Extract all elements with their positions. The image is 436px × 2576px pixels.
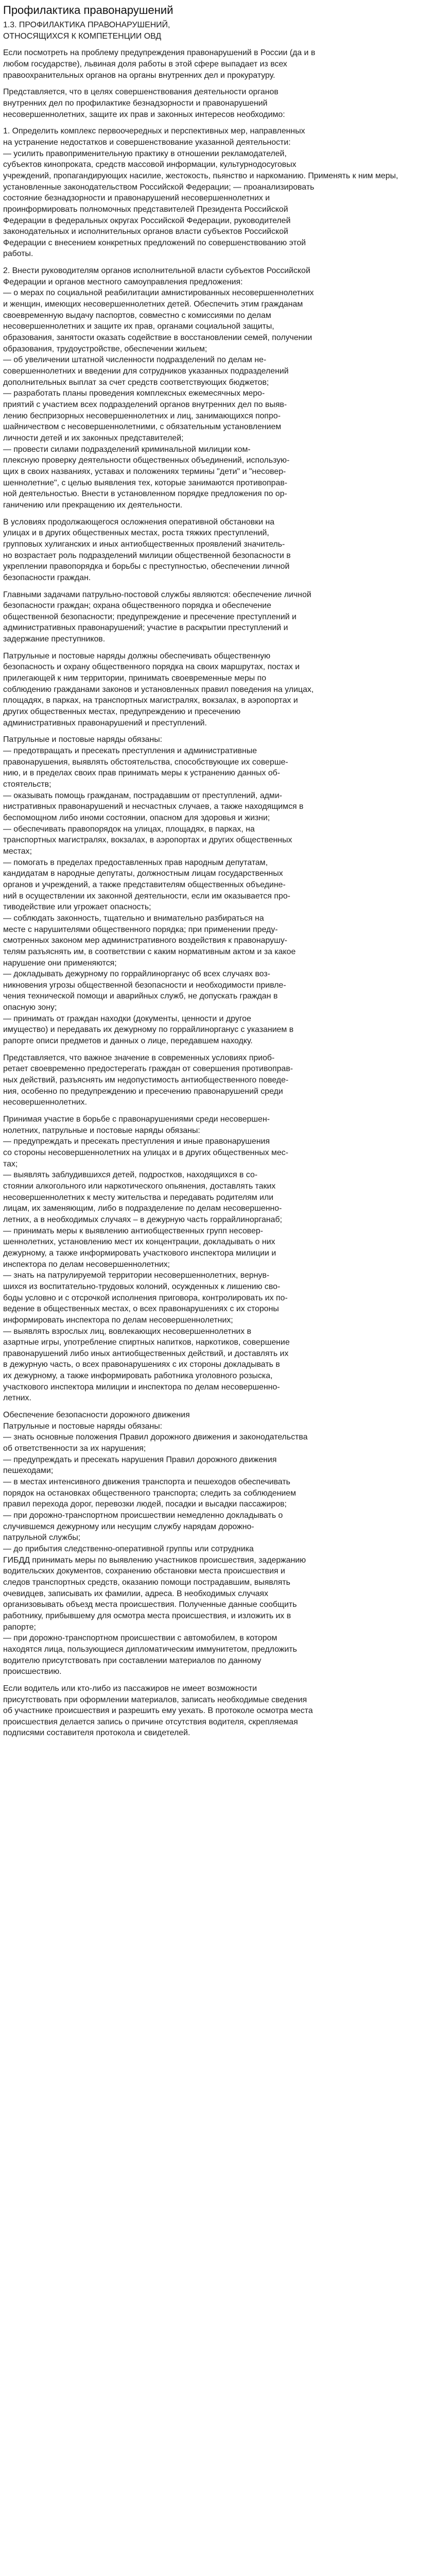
text-line: работнику, прибывшему для осмотра места происшествия, и изложить их в <box>3 1611 291 1620</box>
text-line: подписями составителя протокола и свидетелей. <box>3 1728 190 1738</box>
text-line: соблюдению гражданами законов и установленных правил поведения на улицах, <box>3 685 314 694</box>
text-line: следов транспортных средств, оказанию помощи пострадавшим, выявлять <box>3 1578 290 1587</box>
text-line: лицам, их заменяющим, либо в подразделение по делам несовершенно- <box>3 1204 282 1213</box>
text-line: дежурному, а также информировать участкового инспектора милиции и <box>3 1248 276 1258</box>
text-line: своевременную выдачу паспортов, совместно с комиссиями по делам <box>3 311 271 320</box>
text-line: летних, а в необходимых случаях – в дежурную часть горрайлинорганаб; <box>3 1215 283 1224</box>
text-line: инспектора по делам несовершеннолетних; <box>3 1260 170 1269</box>
text-line: 2. Внести руководителям органов исполнительной власти субъектов Российской <box>3 266 310 276</box>
paragraph <box>3 589 433 645</box>
text-line: происшествия делается запись о причине отсутствия водителя, скрепляемая <box>3 1717 298 1726</box>
text-line: стоятельств; <box>3 780 51 789</box>
text-line: происшествию. <box>3 1667 62 1676</box>
text-line: безопасности граждан; охрана общественного порядка и обеспечение <box>3 601 271 611</box>
text-line: стоянии алкогольного или наркотического опьянения, доставлять таких <box>3 1181 276 1191</box>
text-line: шайничеством с несовершеннолетними, с обязательным установлением <box>3 422 282 432</box>
text-line: улицах и в других общественных местах, роста тяжких преступлений, <box>3 529 269 538</box>
text-line: рапорте описи предметов и данных о лице, передавшем находку. <box>3 1037 253 1046</box>
text-line: информировать инспектора по делам несовершеннолетних; <box>3 1315 233 1325</box>
text-line: — принимать меры к выявлению антиобщественных групп несовер- <box>3 1226 264 1235</box>
text-line: личности детей и их законных представителей; <box>3 433 184 443</box>
text-line: шеннолетние", с целью выявления тех, которые занимаются противоправ- <box>3 478 288 487</box>
text-line: плексную проверку деятельности общественных объединений, использую- <box>3 456 290 465</box>
text-line: — в местах интенсивного движения транспорта и пешеходов обеспечивать <box>3 1478 290 1487</box>
paragraph <box>3 265 433 511</box>
text-line: правонарушений либо иных антиобщественных действий, и доставлять их <box>3 1349 289 1358</box>
text-line: чения технической помощи и аварийных служб, не допускать граждан в <box>3 992 278 1001</box>
text-line: патрульной службы; <box>3 1533 81 1543</box>
text-line: общественной безопасности; предупреждение и пресечение преступлений и <box>3 612 297 621</box>
text-line: безопасность и охрану общественного порядка на своих маршрутах, постах и <box>3 663 300 672</box>
text-line: — знать на патрулируемой территории несовершеннолетних, вернув- <box>3 1271 270 1280</box>
text-line: несовершеннолетних и защите их прав, органами социальной защиты, <box>3 322 274 331</box>
text-line: — разработать планы проведения комплексных ежемесячных меро- <box>3 389 265 398</box>
text-line: — усилить правоприменительную практику в отношении рекламодателей, <box>3 149 287 158</box>
text-line: других общественных местах, предупреждению и пресечению <box>3 707 241 717</box>
text-line: месте с нарушителями общественного порядка; при применении преду- <box>3 925 278 934</box>
text-line: нолетних, патрульные и постовые наряды обязаны: <box>3 1126 200 1135</box>
text-line: ганичению или прекращению их деятельности. <box>3 500 183 510</box>
text-line: работы. <box>3 249 33 259</box>
text-line: правоохранительных органов на органы внутренних дел и прокуратуру. <box>3 71 275 80</box>
text-line: водителю присутствовать при составлении материалов по данному <box>3 1656 261 1665</box>
text-line: местах; <box>3 846 32 856</box>
text-line: дополнительных выплат за счет средств соответствующих бюджетов; <box>3 378 269 387</box>
text-line: органов и учреждений, а также представителям общественных объедине- <box>3 880 286 889</box>
text-line: ний в осуществлении их законной деятельности, если им оказывается про- <box>3 891 290 901</box>
text-line: — при дорожно-транспортном происшествии с автомобилем, в котором <box>3 1634 277 1643</box>
text-line: учреждений, пропагандирующих насилие, жестокость, пьянство и наркоманию. Применять к ним меры, <box>3 171 398 180</box>
text-line: ной деятельностью. Внести в установленном порядке предложения по ор- <box>3 489 287 499</box>
text-line: об ответственности за их нарушения; <box>3 1444 146 1453</box>
paragraph <box>3 1683 433 1739</box>
text-line: несовершеннолетних, защите их прав и законных интересов необходимо: <box>3 110 285 119</box>
text-line: транспортных магистралях, вокзалах, в аэропортах и других общественных <box>3 836 292 845</box>
text-line: водительских документов, сохранению обстановки места происшествия и <box>3 1567 285 1576</box>
text-line: щих в своих названиях, уставах и положениях термины "дети" и "несовер- <box>3 467 286 476</box>
text-line: беспомощном либо иноми состоянии, опасном для здоровья и жизни; <box>3 813 270 822</box>
text-line: организовывать объезд места происшествия. Полученные данные сообщить <box>3 1600 297 1609</box>
text-line: имущество) и передавать их дежурному по горрайлинорганус с указанием в <box>3 1025 294 1035</box>
text-line: смотренных законом мер административного воздействия к правонарушу- <box>3 936 288 945</box>
text-line: Обеспечение безопасности дорожного движения <box>3 1411 190 1420</box>
text-line: проинформировать полномочных представителей Президента Российской <box>3 205 288 214</box>
text-line: приятий с участием всех подразделений органов внутренних дел по выяв- <box>3 400 287 409</box>
text-line: Федерации в федеральных округах Российской Федерации, руководителей <box>3 216 291 225</box>
paragraph <box>3 126 433 260</box>
text-line: ОТНОСЯЩИХСЯ К КОМПЕТЕНЦИИ ОВД <box>3 31 162 41</box>
text-line: Если водитель или кто-либо из пассажиров не имеет возможности <box>3 1684 257 1693</box>
text-line: но возрастает роль подразделений милиции общественной безопасности в <box>3 551 291 560</box>
document-body <box>3 20 433 1739</box>
text-line: — о мерах по социальной реабилитации амнистированных несовершеннолетних <box>3 289 314 298</box>
text-line: Главными задачами патрульно-постовой службы являются: обеспечение личной <box>3 590 311 599</box>
paragraph <box>3 87 433 120</box>
text-line: — оказывать помощь гражданам, пострадавшим от преступлений, адми- <box>3 791 283 800</box>
text-line: совершеннолетних и введении для сотрудников указанных подразделений <box>3 367 289 376</box>
text-line: Патрульные и постовые наряды должны обеспечивать общественную <box>3 651 271 660</box>
text-line: — об увеличении штатной численности подразделений по делам не- <box>3 355 267 365</box>
text-line: ГИБДД принимать меры по выявлению участников происшествия, задержанию <box>3 1555 306 1565</box>
text-line: очевидцев, записывать их фамилии, адреса. В необходимых случаях <box>3 1589 269 1598</box>
text-line: — предупреждать и пресекать преступления и иные правонарушения <box>3 1137 270 1146</box>
text-line: ных действий, разъяснять им недопустимость антиобщественного поведе- <box>3 1076 289 1085</box>
text-line: прилегающей к ним территории, принимать своевременные меры по <box>3 674 267 683</box>
text-line: — предупреждать и пресекать нарушения Правил дорожного движения <box>3 1455 277 1464</box>
text-line: образования, трудоустройстве, обеспечении жильем; <box>3 344 207 353</box>
paragraph <box>3 20 433 42</box>
text-line: и женщин, имеющих несовершеннолетних детей. Обеспечить этим гражданам <box>3 300 303 309</box>
text-line: состояние безнадзорности и правонарушений несовершеннолетних и <box>3 194 270 203</box>
text-line: ния, особенно по предупреждению и пресечению правонарушений среди <box>3 1087 283 1096</box>
text-line: законодательных и исполнительных органов власти субъектов Российской <box>3 227 288 236</box>
text-line: присутствовать при оформлении материалов, записать необходимые сведения <box>3 1695 307 1704</box>
text-line: ретает своевременно предостерегать граждан от совершения противоправ- <box>3 1064 293 1074</box>
text-line: телям разъяснять им, в соответствии с каким нормативным актом и за какое <box>3 947 296 956</box>
paragraph <box>3 734 433 1046</box>
text-line: боды условно и с отсрочкой исполнения приговора, контролировать их по- <box>3 1293 288 1302</box>
text-line: — докладывать дежурному по горрайлинорганус об всех случаях воз- <box>3 970 270 979</box>
text-line: нистративных правонарушений и несчастных случаев, а также находящимся в <box>3 802 304 811</box>
text-line: ведение в общественных местах, о всех правонарушениях с их стороны <box>3 1304 279 1314</box>
text-line: площадях, в парках, на транспортных магистралях, вокзалах, в аэропортах и <box>3 696 298 705</box>
text-line: шихся из воспитательно-трудовых колоний, осужденных к лишению сво- <box>3 1282 281 1291</box>
text-line: шеннолетних, установлению мест их концентрации, докладывать о них <box>3 1238 275 1247</box>
text-line: Федерации с внесением конкретных предложений по совершенствованию этой <box>3 238 306 247</box>
text-line: — принимать от граждан находки (документы, ценности и другое <box>3 1014 251 1023</box>
text-line: административных правонарушений и преступлений. <box>3 718 207 727</box>
text-line: в дежурную часть, о всех правонарушениях с их стороны докладывать в <box>3 1360 280 1369</box>
text-line: нарушение они применяются; <box>3 958 117 968</box>
text-line: административных правонарушений; участие в раскрытии преступлений и <box>3 623 288 633</box>
text-line: нию, и в пределах своих прав принимать меры к устранению данных об- <box>3 769 281 778</box>
paragraph <box>3 1053 433 1108</box>
paragraph <box>3 1114 433 1404</box>
text-line: правонарушения, выявлять обстоятельства, способствующие их соверше- <box>3 757 288 767</box>
text-line: тиводействие или угрожает опасность; <box>3 903 151 912</box>
text-line: групповых хулиганских и иных антиобщественных проявлений значитель- <box>3 539 285 549</box>
text-line: их дежурному, а также информировать работника уголовного розыска, <box>3 1371 273 1381</box>
text-line: порядок на остановках общественного транспорта; следить за соблюдением <box>3 1488 297 1498</box>
text-line: — до прибытия следственно-оперативной группы или сотрудника <box>3 1544 254 1553</box>
text-line: Если посмотреть на проблему предупреждения правонарушений в России (да и в <box>3 48 316 58</box>
paragraph <box>3 517 433 584</box>
text-line: лению беспризорных несовершеннолетних и лиц, занимающихся попро- <box>3 411 281 420</box>
text-line: Представляется, что важное значение в современных условиях приоб- <box>3 1053 275 1062</box>
text-line: Федерации и органов местного самоуправления предложения: <box>3 277 243 286</box>
text-line: летних. <box>3 1394 31 1403</box>
text-line: пешеходами; <box>3 1466 54 1476</box>
text-line: В условиях продолжающегося осложнения оперативной обстановки на <box>3 517 275 527</box>
text-line: — выявлять взрослых лиц, вовлекающих несовершеннолетних в <box>3 1327 252 1336</box>
text-line: участкового инспектора милиции и инспектора по делам несовершенно- <box>3 1382 280 1392</box>
text-line: установленные законодательством Российской Федерации; — проанализировать <box>3 182 315 192</box>
text-line: Патрульные и постовые наряды обязаны: <box>3 1421 163 1431</box>
text-line: кандидатам в народные депутаты, должностным лицам государственных <box>3 869 283 878</box>
text-line: — соблюдать законность, тщательно и внимательно разбираться на <box>3 913 264 923</box>
text-line: азартные игры, употребление спиртных напитков, наркотиков, совершение <box>3 1338 290 1347</box>
text-line: образования, занятости оказать содействие в восстановлении семей, получении <box>3 333 312 343</box>
text-line: внутренних дел по профилактике безнадзорности и правонарушений <box>3 98 268 108</box>
text-line: — при дорожно-транспортном происшествии немедленно докладывать о <box>3 1511 283 1520</box>
paragraph <box>3 47 433 81</box>
text-line: задержание преступников. <box>3 635 106 644</box>
text-line: несовершеннолетних. <box>3 1098 88 1107</box>
text-line: никновения угрозы общественной безопасности и необходимости привле- <box>3 980 286 990</box>
text-line: правил перехода дорог, перевозки людей, посадки и высадки пассажиров; <box>3 1500 287 1509</box>
text-line: со стороны несовершеннолетних на улицах и в других общественных мес- <box>3 1148 289 1157</box>
text-line: — предотвращать и пресекать преступления и административные <box>3 747 257 756</box>
text-line: об участнике происшествия и разрешить ему уехать. В протоколе осмотра места <box>3 1706 313 1716</box>
text-line: — знать основные положения Правил дорожного движения и законодательства <box>3 1433 308 1442</box>
page-title: Профилактика правонарушений <box>3 4 173 16</box>
text-line: 1. Определить комплекс первоочередных и перспективных мер, направленных <box>3 127 305 136</box>
text-line: 1.3. ПРОФИЛАКТИКА ПРАВОНАРУШЕНИЙ, <box>3 21 170 29</box>
text-line: — провести силами подразделений криминальной милиции ком- <box>3 445 251 454</box>
text-line: безопасности граждан. <box>3 573 91 582</box>
text-line: — обеспечивать правопорядок на улицах, площадях, в парках, на <box>3 824 255 834</box>
text-line: Принимая участие в борьбе с правонарушениями среди несовершен- <box>3 1115 270 1124</box>
text-line: укреплении правопорядка и борьбы с преступностью, обеспечении личной <box>3 562 290 571</box>
text-line: Представляется, что в целях совершенствования деятельности органов <box>3 88 278 97</box>
text-line: Патрульные и постовые наряды обязаны: <box>3 735 163 744</box>
text-line: любом государстве), львиная доля работы в этой сфере выпадает из всех <box>3 59 287 69</box>
text-line: субъектов кинопроката, средств массовой информации, культурнодосуговых <box>3 160 297 170</box>
text-line: находятся лица, пользующиеся дипломатическим иммунитетом, предложить <box>3 1645 297 1654</box>
text-line: рапорте; <box>3 1622 36 1632</box>
text-line: на устранение недостатков и совершенствование указанной деятельности: <box>3 138 291 147</box>
text-line: тах; <box>3 1159 18 1168</box>
paragraph <box>3 651 433 729</box>
text-line: — помогать в пределах предоставленных прав народным депутатам, <box>3 858 268 867</box>
text-line: — выявлять заблудившихся детей, подростков, находящихся в со- <box>3 1171 258 1180</box>
paragraph <box>3 1410 433 1677</box>
text-line: случившемся дежурному или несущим службу нарядам дорожно- <box>3 1522 254 1531</box>
text-line: несовершеннолетних к месту жительства и передавать родителям или <box>3 1193 274 1202</box>
text-line: опасную зону; <box>3 1003 57 1012</box>
